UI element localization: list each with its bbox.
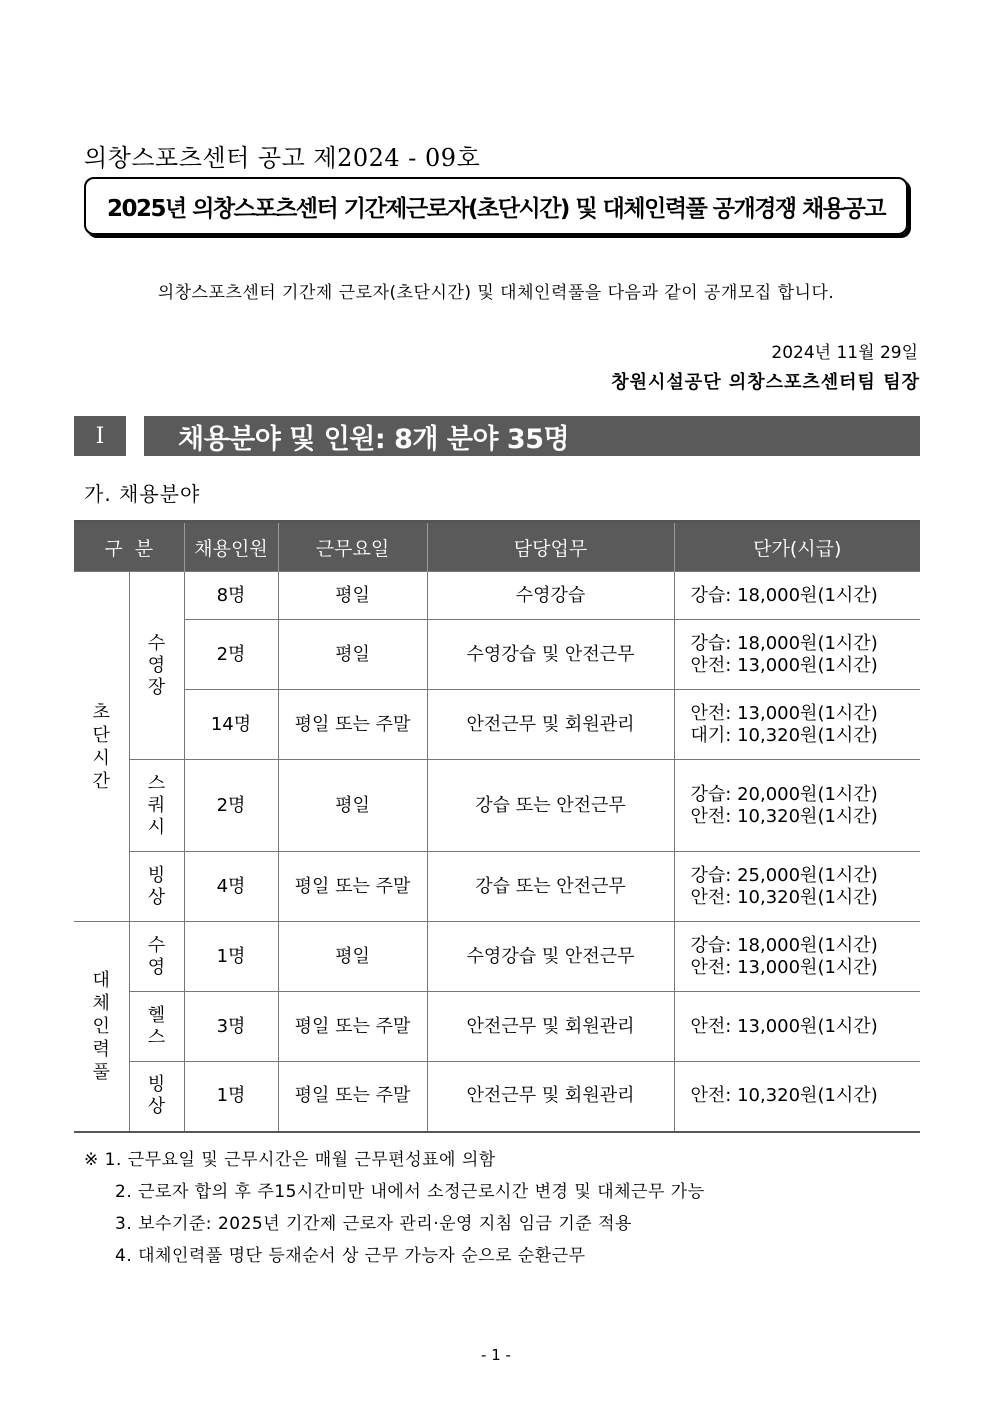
duty-cell: 안전근무 및 회원관리 xyxy=(427,1062,674,1132)
group-cell: 초단시간 xyxy=(74,572,129,922)
days-cell: 평일 xyxy=(278,760,427,852)
duty-cell: 안전근무 및 회원관리 xyxy=(427,992,674,1062)
pay-cell: 강습: 25,000원(1시간) 안전: 10,320원(1시간) xyxy=(674,852,920,922)
days-cell: 평일 또는 주말 xyxy=(278,992,427,1062)
note-item: 4. 대체인력풀 명단 등재순서 상 근무 가능자 순으로 순환근무 xyxy=(115,1246,586,1266)
days-cell: 평일 xyxy=(278,620,427,690)
signer: 창원시설공단 의창스포츠센터팀 팀장 xyxy=(611,372,920,393)
category-cell: 스쿼시 xyxy=(129,760,184,852)
category-cell: 헬스 xyxy=(129,992,184,1062)
days-cell: 평일 xyxy=(278,922,427,992)
table-row xyxy=(74,992,920,1062)
header-duty: 담당업무 xyxy=(427,522,674,572)
table-row xyxy=(74,572,920,620)
count-cell: 1명 xyxy=(184,1062,278,1132)
notice-number: 의창스포츠센터 공고 제2024 - 09호 xyxy=(84,144,481,172)
header-count: 채용인원 xyxy=(184,522,278,572)
duty-cell: 수영강습 xyxy=(427,572,674,620)
note-item: 3. 보수기준: 2025년 기간제 근로자 관리·운영 지침 임금 기준 적용 xyxy=(115,1214,632,1234)
duty-cell: 수영강습 및 안전근무 xyxy=(427,620,674,690)
note-item: 2. 근로자 합의 후 주15시간미만 내에서 소정근로시간 변경 및 대체근무 가능 xyxy=(115,1182,705,1202)
recruitment-table xyxy=(74,520,920,1133)
section-number: Ⅰ xyxy=(74,416,126,456)
table-row xyxy=(74,852,920,922)
table-row xyxy=(74,690,920,760)
sub-heading: 가. 채용분야 xyxy=(84,482,201,506)
table-row xyxy=(74,620,920,690)
header-category: 구 분 xyxy=(74,522,184,572)
count-cell: 4명 xyxy=(184,852,278,922)
table-row xyxy=(74,1062,920,1132)
intro-text: 의창스포츠센터 기간제 근로자(초단시간) 및 대체인력풀을 다음과 같이 공개모집 합니다. xyxy=(157,283,835,303)
duty-cell: 강습 또는 안전근무 xyxy=(427,852,674,922)
category-cell: 빙상 xyxy=(129,1062,184,1132)
pay-cell: 강습: 18,000원(1시간) xyxy=(674,572,920,620)
pay-cell: 강습: 20,000원(1시간) 안전: 10,320원(1시간) xyxy=(674,760,920,852)
group-cell: 대체인력풀 xyxy=(74,922,129,1132)
note-item: ※ 1. 근무요일 및 근무시간은 매월 근무편성표에 의함 xyxy=(84,1150,496,1170)
count-cell: 2명 xyxy=(184,760,278,852)
page-title: 2025년 의창스포츠센터 기간제근로자(초단시간) 및 대체인력풀 공개경쟁 채용공고 xyxy=(106,195,886,222)
count-cell: 2명 xyxy=(184,620,278,690)
count-cell: 14명 xyxy=(184,690,278,760)
header-pay: 단가(시급) xyxy=(674,522,920,572)
pay-cell: 안전: 13,000원(1시간) 대기: 10,320원(1시간) xyxy=(674,690,920,760)
duty-cell: 강습 또는 안전근무 xyxy=(427,760,674,852)
category-cell: 빙상 xyxy=(129,852,184,922)
category-cell: 수영 xyxy=(129,922,184,992)
section-title: 채용분야 및 인원: 8개 분야 35명 xyxy=(144,416,920,456)
header-days: 근무요일 xyxy=(278,522,427,572)
table-row xyxy=(74,922,920,992)
duty-cell: 안전근무 및 회원관리 xyxy=(427,690,674,760)
notes xyxy=(84,1144,705,1272)
days-cell: 평일 또는 주말 xyxy=(278,852,427,922)
category-cell: 수영장 xyxy=(129,572,184,760)
pay-cell: 강습: 18,000원(1시간) 안전: 13,000원(1시간) xyxy=(674,922,920,992)
title-box xyxy=(84,177,908,235)
page-number: - 1 - xyxy=(481,1346,511,1364)
count-cell: 3명 xyxy=(184,992,278,1062)
table-header-row xyxy=(74,522,920,572)
pay-cell: 강습: 18,000원(1시간) 안전: 13,000원(1시간) xyxy=(674,620,920,690)
days-cell: 평일 xyxy=(278,572,427,620)
notice-date: 2024년 11월 29일 xyxy=(771,343,918,363)
count-cell: 1명 xyxy=(184,922,278,992)
days-cell: 평일 또는 주말 xyxy=(278,1062,427,1132)
pay-cell: 안전: 10,320원(1시간) xyxy=(674,1062,920,1132)
table-row xyxy=(74,760,920,852)
count-cell: 8명 xyxy=(184,572,278,620)
days-cell: 평일 또는 주말 xyxy=(278,690,427,760)
pay-cell: 안전: 13,000원(1시간) xyxy=(674,992,920,1062)
duty-cell: 수영강습 및 안전근무 xyxy=(427,922,674,992)
